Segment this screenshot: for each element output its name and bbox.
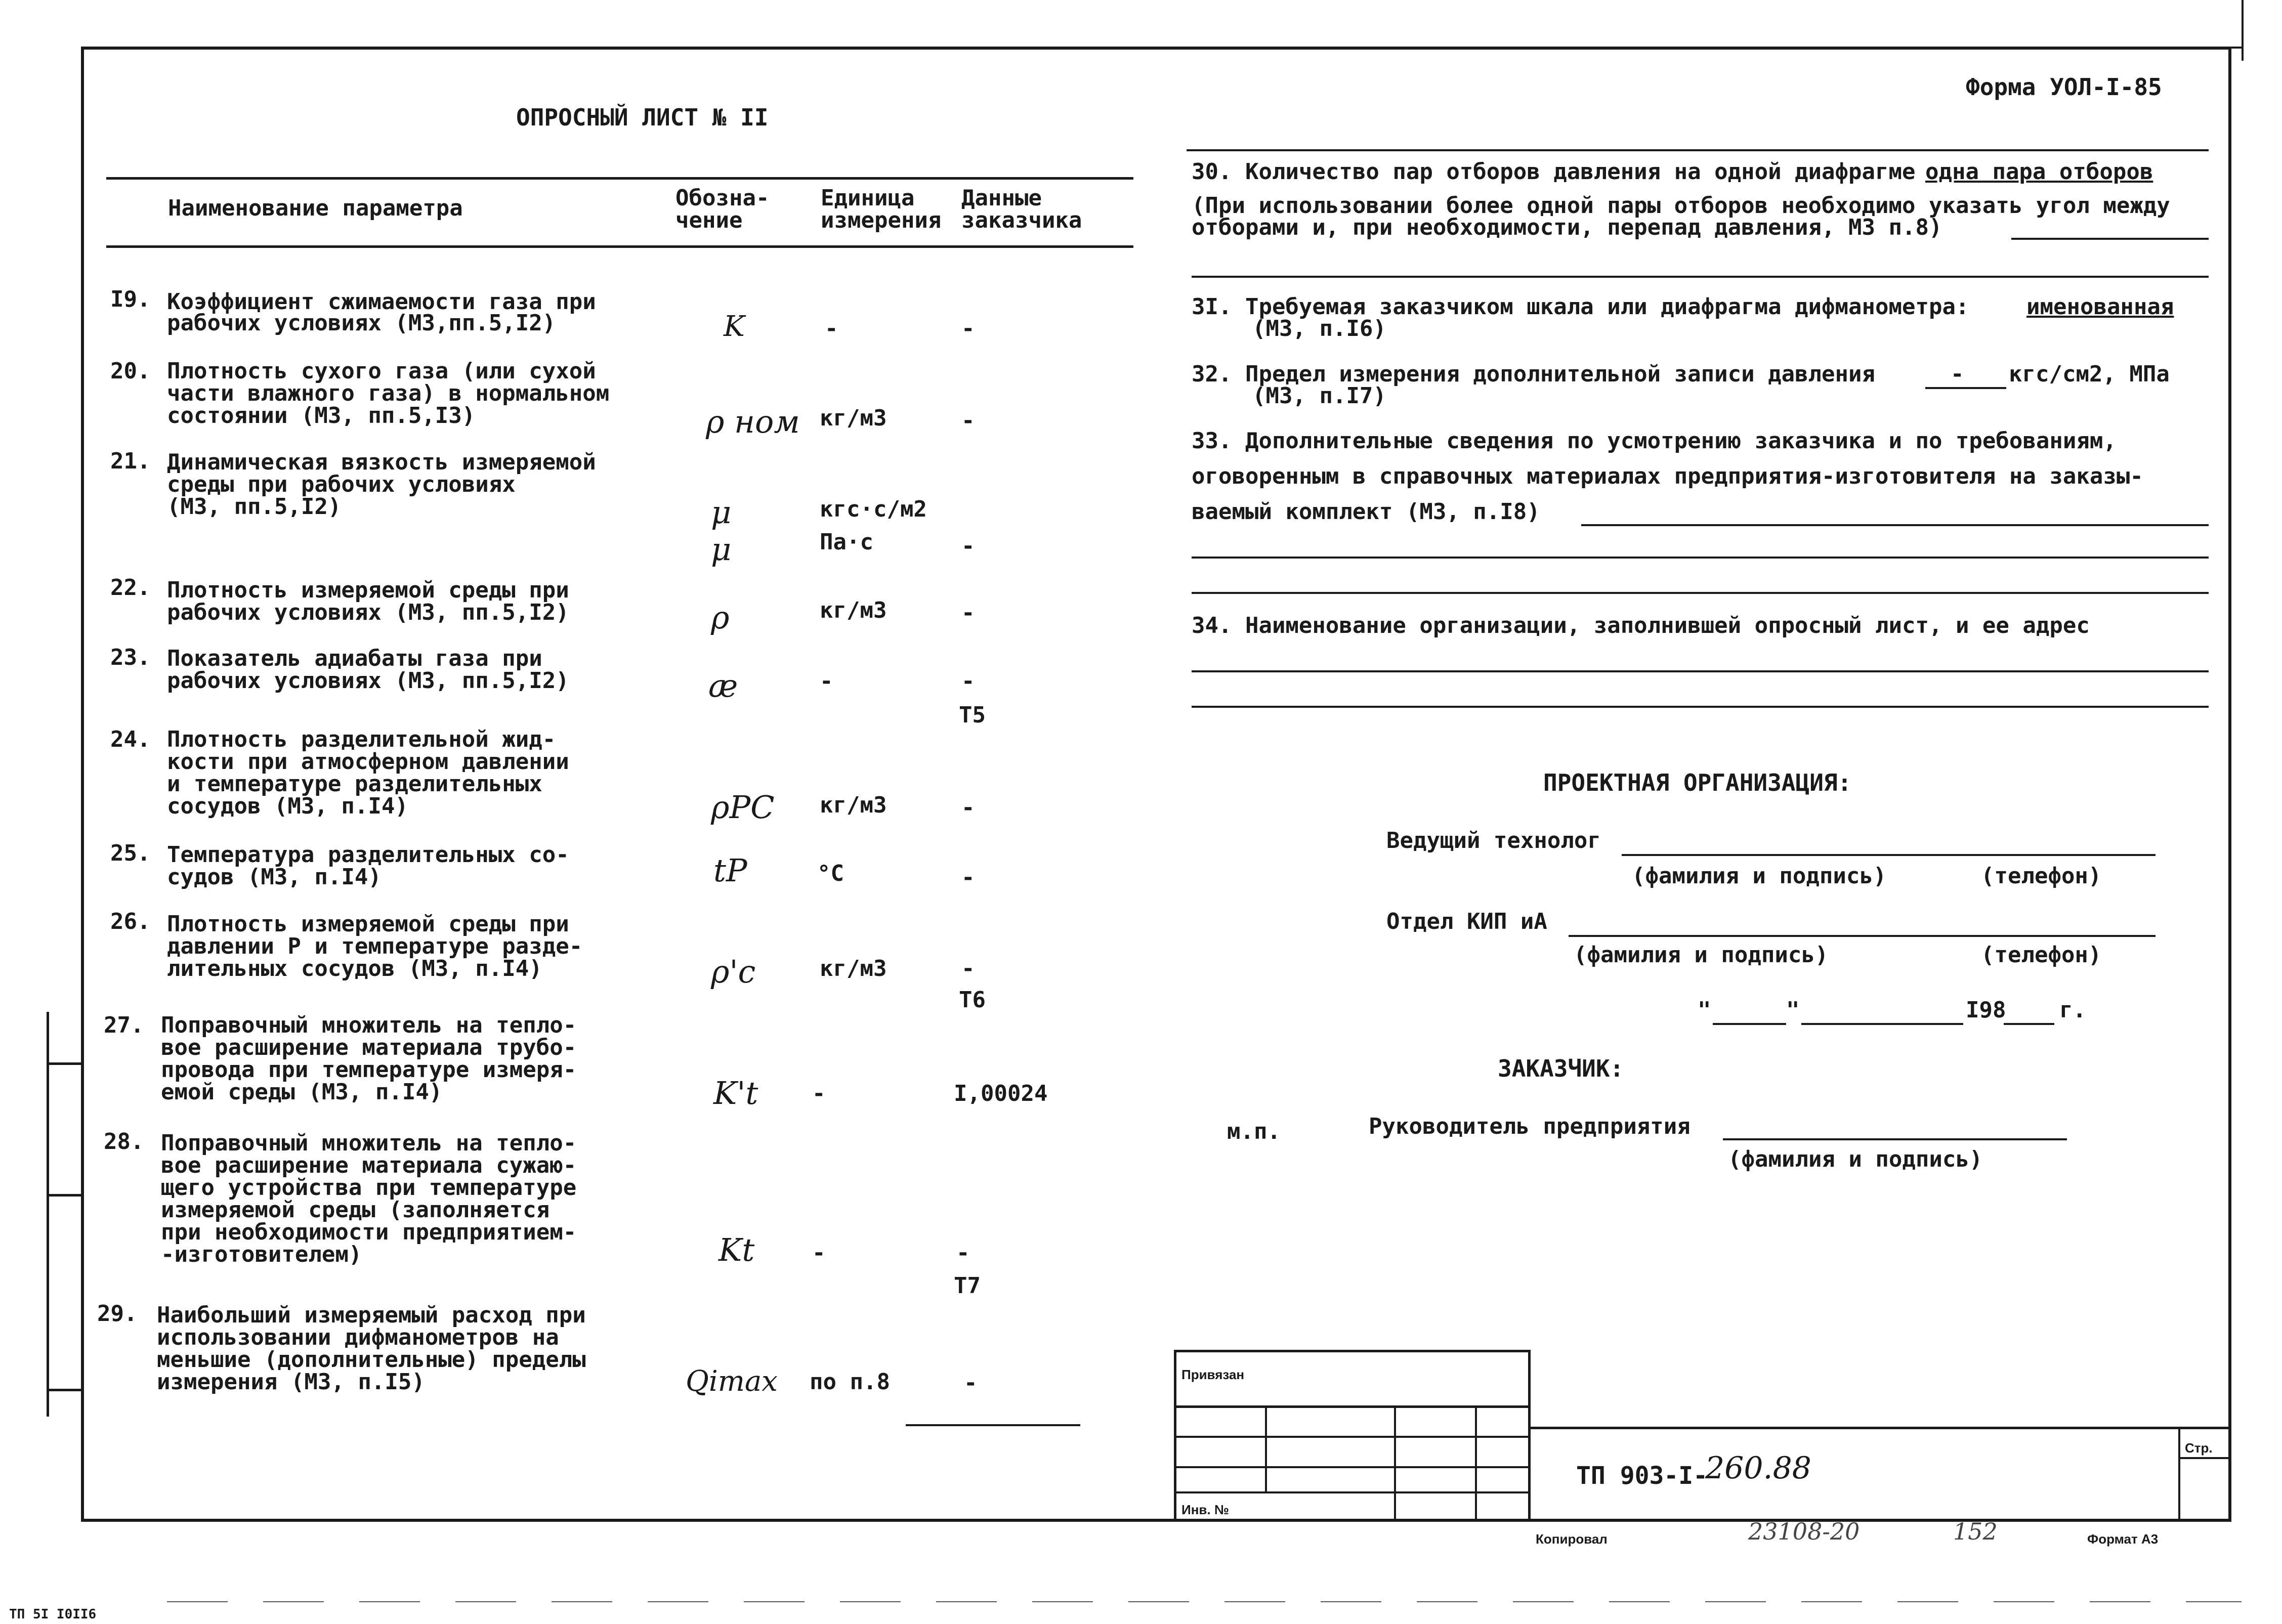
row-text: части влажного газа) в нормальном	[167, 380, 610, 406]
row-symbol: ρ ном	[706, 403, 800, 440]
row-number: 20.	[110, 358, 151, 384]
row-text: рабочих условиях (М3,пп.5,I2)	[167, 310, 556, 336]
row-unit: -	[825, 316, 838, 341]
row-value-2: -	[961, 533, 975, 559]
page-title: ОПРОСНЫЙ ЛИСТ № II	[516, 104, 769, 131]
row-text: измерения (М3, п.I5)	[157, 1369, 425, 1395]
row-note: Т5	[959, 702, 986, 728]
row-symbol: μ	[711, 494, 732, 531]
q33-line-3: ваемый комплект (М3, п.I8)	[1192, 499, 1540, 525]
row-text: -изготовителем)	[161, 1242, 362, 1267]
row-symbol: Kt	[719, 1231, 755, 1268]
row-number: 27.	[104, 1012, 144, 1038]
stamp-col-3	[1475, 1405, 1477, 1522]
date-g: г.	[2059, 997, 2086, 1023]
copied-label: Копировал	[1536, 1531, 1608, 1547]
titleblock-page-left	[2178, 1427, 2180, 1520]
q30-fill-line	[2011, 238, 2209, 240]
head-label: Руководитель предприятия	[1369, 1114, 1691, 1139]
row-text: давлении Р и температуре разде-	[167, 933, 583, 959]
q33-fill-line-2	[1192, 557, 2209, 559]
row-text: сосудов (М3, п.I4)	[167, 793, 408, 819]
row-text: Поправочный множитель на тепло-	[161, 1130, 577, 1156]
row-symbol: Qimax	[686, 1365, 778, 1398]
row-text: щего устройства при температуре	[161, 1175, 577, 1201]
q34-fill-line-2	[1192, 706, 2209, 708]
header-unit-2: измерения	[821, 207, 942, 233]
row-text: Плотность разделительной жид-	[167, 726, 556, 752]
row-text: вое расширение материала трубо-	[161, 1035, 577, 1060]
q31-ref: (М3, п.I6)	[1252, 316, 1386, 341]
row-value: -	[956, 1240, 970, 1266]
row-text: при необходимости предприятием-	[161, 1219, 577, 1245]
row-unit: -	[812, 1240, 826, 1266]
row-symbol: K	[724, 310, 745, 343]
frame-right	[2228, 47, 2231, 1519]
q32-answer-line	[1925, 387, 2006, 389]
stamp-privyazan: Привязан	[1181, 1367, 1245, 1382]
q30-note-2: отборами и, при необходимости, перепад давления, М3 п.8)	[1192, 215, 1942, 240]
row-value: -	[961, 956, 975, 981]
row-symbol: tP	[713, 852, 747, 889]
row-value: I,00024	[954, 1081, 1048, 1106]
q34-text: 34. Наименование организации, заполнившей опросный лист, и ее адрес	[1192, 613, 2090, 638]
row-unit: кг/м3	[820, 956, 887, 981]
row-number: 21.	[110, 448, 151, 474]
date-quote-close: "	[1786, 997, 1800, 1023]
stamp-col-2	[1394, 1405, 1396, 1522]
q32-text: 32. Предел измерения дополнительной записи давления	[1192, 361, 1876, 387]
row-text: (М3, пп.5,I2)	[167, 494, 342, 520]
header-data-2: заказчика	[961, 207, 1082, 233]
row-text: вое расширение материала сужаю-	[161, 1152, 577, 1178]
date-quote-open: "	[1698, 997, 1711, 1023]
copy-sheet: 152	[1953, 1518, 1998, 1545]
row-text: меньшие (дополнительные) пределы	[157, 1347, 586, 1373]
row-number: 23.	[110, 645, 151, 670]
table-top-rule	[106, 177, 1133, 180]
q31-answer: именованная	[2026, 294, 2174, 320]
head-sign-line	[1723, 1138, 2067, 1140]
kip-dept-name-caption: (фамилия и подпись)	[1574, 942, 1829, 968]
date-month-line	[1801, 1023, 1963, 1025]
date-year: I98	[1966, 997, 2006, 1023]
row-value: -	[961, 408, 975, 434]
scan-dashed-line	[167, 1601, 2242, 1602]
row-text: Коэффициент сжимаемости газа при	[167, 289, 596, 315]
row-unit: кгс·с/м2	[820, 496, 927, 522]
q30-text: 30. Количество пар отборов давления на одной диафрагме	[1192, 159, 1916, 185]
row-text: Плотность измеряемой среды при	[167, 911, 569, 937]
q32-unit: кгс/см2, МПа	[2009, 361, 2170, 387]
row-unit: кг/м3	[820, 597, 887, 623]
row-text: и температуре разделительных	[167, 771, 542, 797]
kip-dept-label: Отдел КИП иА	[1386, 909, 1547, 934]
q33-fill-line-3	[1192, 592, 2209, 594]
row-text: рабочих условиях (М3, пп.5,I2)	[167, 600, 569, 625]
q33-fill-line	[1581, 524, 2209, 526]
customer-heading: ЗАКАЗЧИК:	[1498, 1055, 1624, 1082]
stamp-col-1	[1265, 1405, 1267, 1491]
row-note: Т6	[959, 987, 986, 1013]
row-note: Т7	[954, 1273, 981, 1299]
header-unit-1: Единица	[821, 185, 915, 211]
row-text: Температура разделительных со-	[167, 842, 569, 868]
row-symbol: æ	[708, 667, 738, 704]
page-label: Стр.	[2185, 1440, 2213, 1456]
row-unit-2: Па·с	[820, 529, 873, 555]
mp-label: м.п.	[1227, 1119, 1281, 1144]
lead-tech-name-caption: (фамилия и подпись)	[1632, 863, 1887, 889]
form-code: Форма УОЛ-I-85	[1966, 73, 2162, 101]
row-text: провода при температуре измеря-	[161, 1057, 577, 1083]
row-text: Показатель адиабаты газа при	[167, 646, 542, 671]
row-text: среды при рабочих условиях	[167, 472, 516, 497]
row-unit: по п.8	[810, 1369, 890, 1395]
row-symbol: ρPC	[711, 789, 775, 826]
doc-number-handwritten: 260.88	[1705, 1450, 1811, 1486]
row-unit: кг/м3	[820, 405, 887, 431]
row-text: судов (М3, п.I4)	[167, 864, 382, 890]
row-symbol: K't	[713, 1075, 758, 1112]
date-day-line	[1713, 1023, 1786, 1025]
head-name-caption: (фамилия и подпись)	[1728, 1146, 1983, 1172]
row-text: кости при атмосферном давлении	[167, 749, 569, 775]
row-text: использовании дифманометров на	[157, 1324, 559, 1350]
row-value: -	[964, 1370, 978, 1396]
row-number: 24.	[110, 726, 151, 752]
format-label: Формат А3	[2087, 1531, 2159, 1547]
stamp-row-4	[1174, 1491, 1531, 1493]
margin-code: ТП 5I I0II6	[9, 1607, 97, 1622]
stamp-row-3	[1174, 1466, 1531, 1468]
lead-tech-phone-caption: (телефон)	[1981, 863, 2102, 889]
copy-number: 23108-20	[1748, 1518, 1860, 1545]
date-year-line	[2004, 1023, 2054, 1025]
frame-left	[81, 47, 84, 1519]
header-data-1: Данные	[961, 185, 1042, 211]
row-number: 22.	[110, 575, 151, 601]
lead-tech-label: Ведущий технолог	[1386, 828, 1601, 853]
row-unit: кг/м3	[820, 792, 887, 818]
stamp-row-1	[1174, 1405, 1531, 1408]
binding-tick	[47, 1389, 82, 1391]
row-symbol-2: μ	[711, 531, 732, 568]
row-value: -	[961, 316, 975, 341]
row-text: рабочих условиях (М3, пп.5,I2)	[167, 668, 569, 694]
row-text: лительных сосудов (М3, п.I4)	[167, 956, 542, 981]
row-number: 26.	[110, 909, 151, 934]
q33-line-2: оговоренным в справочных материалах предприятия-изготовителя на заказы-	[1192, 463, 2143, 489]
table-header-rule	[106, 245, 1133, 248]
q30-fill-line-2	[1192, 276, 2209, 278]
binding-vert	[47, 1012, 49, 1417]
row-text: Плотность измеряемой среды при	[167, 577, 569, 603]
lead-tech-line	[1622, 854, 2156, 856]
row-text: состоянии (М3, пп.5,I3)	[167, 403, 476, 429]
q32-answer: -	[1951, 361, 1964, 387]
kip-dept-line	[1569, 935, 2156, 937]
row-text: измеряемой среды (заполняется	[161, 1197, 550, 1223]
row-number: I9.	[110, 286, 151, 312]
row-text: Плотность сухого газа (или сухой	[167, 358, 596, 384]
row-value: -	[961, 668, 975, 694]
q34-fill-line	[1192, 670, 2209, 672]
titleblock-top	[1531, 1427, 2231, 1429]
frame-bottom	[81, 1519, 2231, 1522]
row-value: -	[961, 865, 975, 890]
frame-corner-mark	[2242, 0, 2244, 61]
row-text: Поправочный множитель на тепло-	[161, 1012, 577, 1038]
q32-ref: (М3, п.I7)	[1252, 383, 1386, 409]
row-number: 28.	[104, 1129, 144, 1155]
row-value: -	[961, 795, 975, 821]
frame-top	[81, 47, 2231, 50]
project-org-heading: ПРОЕКТНАЯ ОРГАНИЗАЦИЯ:	[1543, 769, 1852, 796]
row-unit: -	[820, 668, 833, 694]
q30-answer: одна пара отборов	[1925, 159, 2153, 185]
row-unit: -	[812, 1081, 826, 1106]
row-symbol: ρ	[711, 599, 730, 636]
kip-dept-phone-caption: (телефон)	[1981, 942, 2102, 968]
frame-corner-mark-h	[2206, 47, 2244, 49]
row-value: -	[961, 600, 975, 626]
stamp-row-2	[1174, 1436, 1531, 1438]
stamp-inv: Инв. №	[1181, 1502, 1229, 1517]
q31-text: 3I. Требуемая заказчиком шкала или диафрагма дифманометра:	[1192, 294, 1969, 320]
row-number: 25.	[110, 840, 151, 866]
row-symbol: ρ'c	[711, 953, 756, 990]
q33-line-1: 33. Дополнительные сведения по усмотрению заказчика и по требованиям,	[1192, 428, 2117, 454]
row-text: емой среды (М3, п.I4)	[161, 1079, 443, 1105]
header-designation-1: Обозна-	[675, 185, 770, 211]
row-text: Динамическая вязкость измеряемой	[167, 449, 596, 475]
stamp-box-top	[1174, 1350, 1531, 1352]
row-text: Наибольший измеряемый расход при	[157, 1302, 586, 1328]
row-unit: °C	[817, 861, 844, 886]
right-top-rule	[1187, 149, 2209, 151]
row-number: 29.	[97, 1301, 138, 1327]
q30-note-1: (При использовании более одной пары отборов необходимо указать угол между	[1192, 193, 2170, 219]
doc-prefix: ТП 903-I-	[1576, 1462, 1708, 1490]
header-designation-2: чение	[675, 207, 743, 233]
value-underline	[906, 1424, 1080, 1426]
binding-tick	[47, 1194, 82, 1196]
binding-tick	[47, 1062, 82, 1065]
header-name: Наименование параметра	[168, 195, 463, 221]
